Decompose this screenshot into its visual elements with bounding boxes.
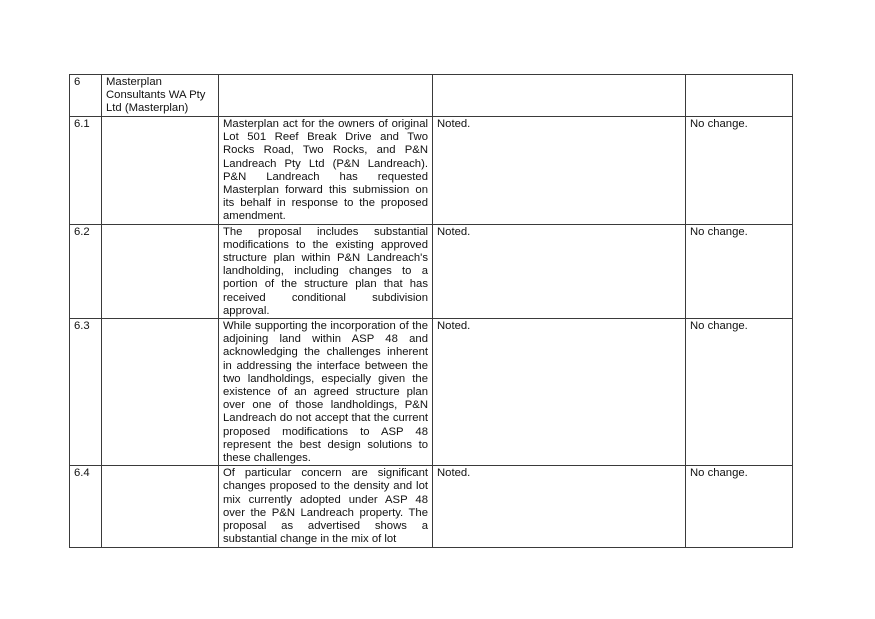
table-row xyxy=(70,224,793,318)
submission-summary-cell: While supporting the incorporation of the adjoining land within ASP 48 and acknowledging the challenges inherent in addressing the interface between the two landholdings, especially given the existence of an agreed structure plan over one of those landholdings, P&N Landreach do not accept that the current proposed modifications to ASP 48 represent the best design solutions to these challenges. xyxy=(219,319,433,466)
recommendation-cell xyxy=(686,75,793,117)
submitter-name-cell xyxy=(102,117,219,225)
recommendation-cell: No change. xyxy=(686,319,793,466)
response-cell: Noted. xyxy=(433,117,686,225)
submission-number-cell: 6 xyxy=(70,75,102,117)
response-cell: Noted. xyxy=(433,224,686,318)
table-row xyxy=(70,319,793,466)
submission-number-cell: 6.4 xyxy=(70,466,102,547)
response-cell: Noted. xyxy=(433,319,686,466)
submitter-name-cell xyxy=(102,224,219,318)
table-row xyxy=(70,466,793,547)
table-row xyxy=(70,117,793,225)
submissions-table xyxy=(69,74,793,548)
response-cell xyxy=(433,75,686,117)
submitter-name-cell xyxy=(102,319,219,466)
submitter-name-cell: Masterplan Consultants WA Pty Ltd (Masterplan) xyxy=(102,75,219,117)
table-row xyxy=(70,75,793,117)
response-cell: Noted. xyxy=(433,466,686,547)
submitter-name-cell xyxy=(102,466,219,547)
recommendation-cell: No change. xyxy=(686,224,793,318)
submission-summary-cell: Of particular concern are significant changes proposed to the density and lot mix currently adopted under ASP 48 over the P&N Landreach property. The proposal as advertised shows a substantial change in the mix of lot xyxy=(219,466,433,547)
submission-number-cell: 6.3 xyxy=(70,319,102,466)
recommendation-cell: No change. xyxy=(686,117,793,225)
submission-number-cell: 6.2 xyxy=(70,224,102,318)
submission-summary-cell xyxy=(219,75,433,117)
recommendation-cell: No change. xyxy=(686,466,793,547)
submission-summary-cell: Masterplan act for the owners of original Lot 501 Reef Break Drive and Two Rocks Road, Two Rocks, and P&N Landreach Pty Ltd (P&N Landreach). P&N Landreach has requested Masterplan forward this submission on its behalf in response to the proposed amendment. xyxy=(219,117,433,225)
submission-number-cell: 6.1 xyxy=(70,117,102,225)
submission-summary-cell: The proposal includes substantial modifications to the existing approved structure plan within P&N Landreach's landholding, including changes to a portion of the structure plan that has received conditional subdivision approval. xyxy=(219,224,433,318)
